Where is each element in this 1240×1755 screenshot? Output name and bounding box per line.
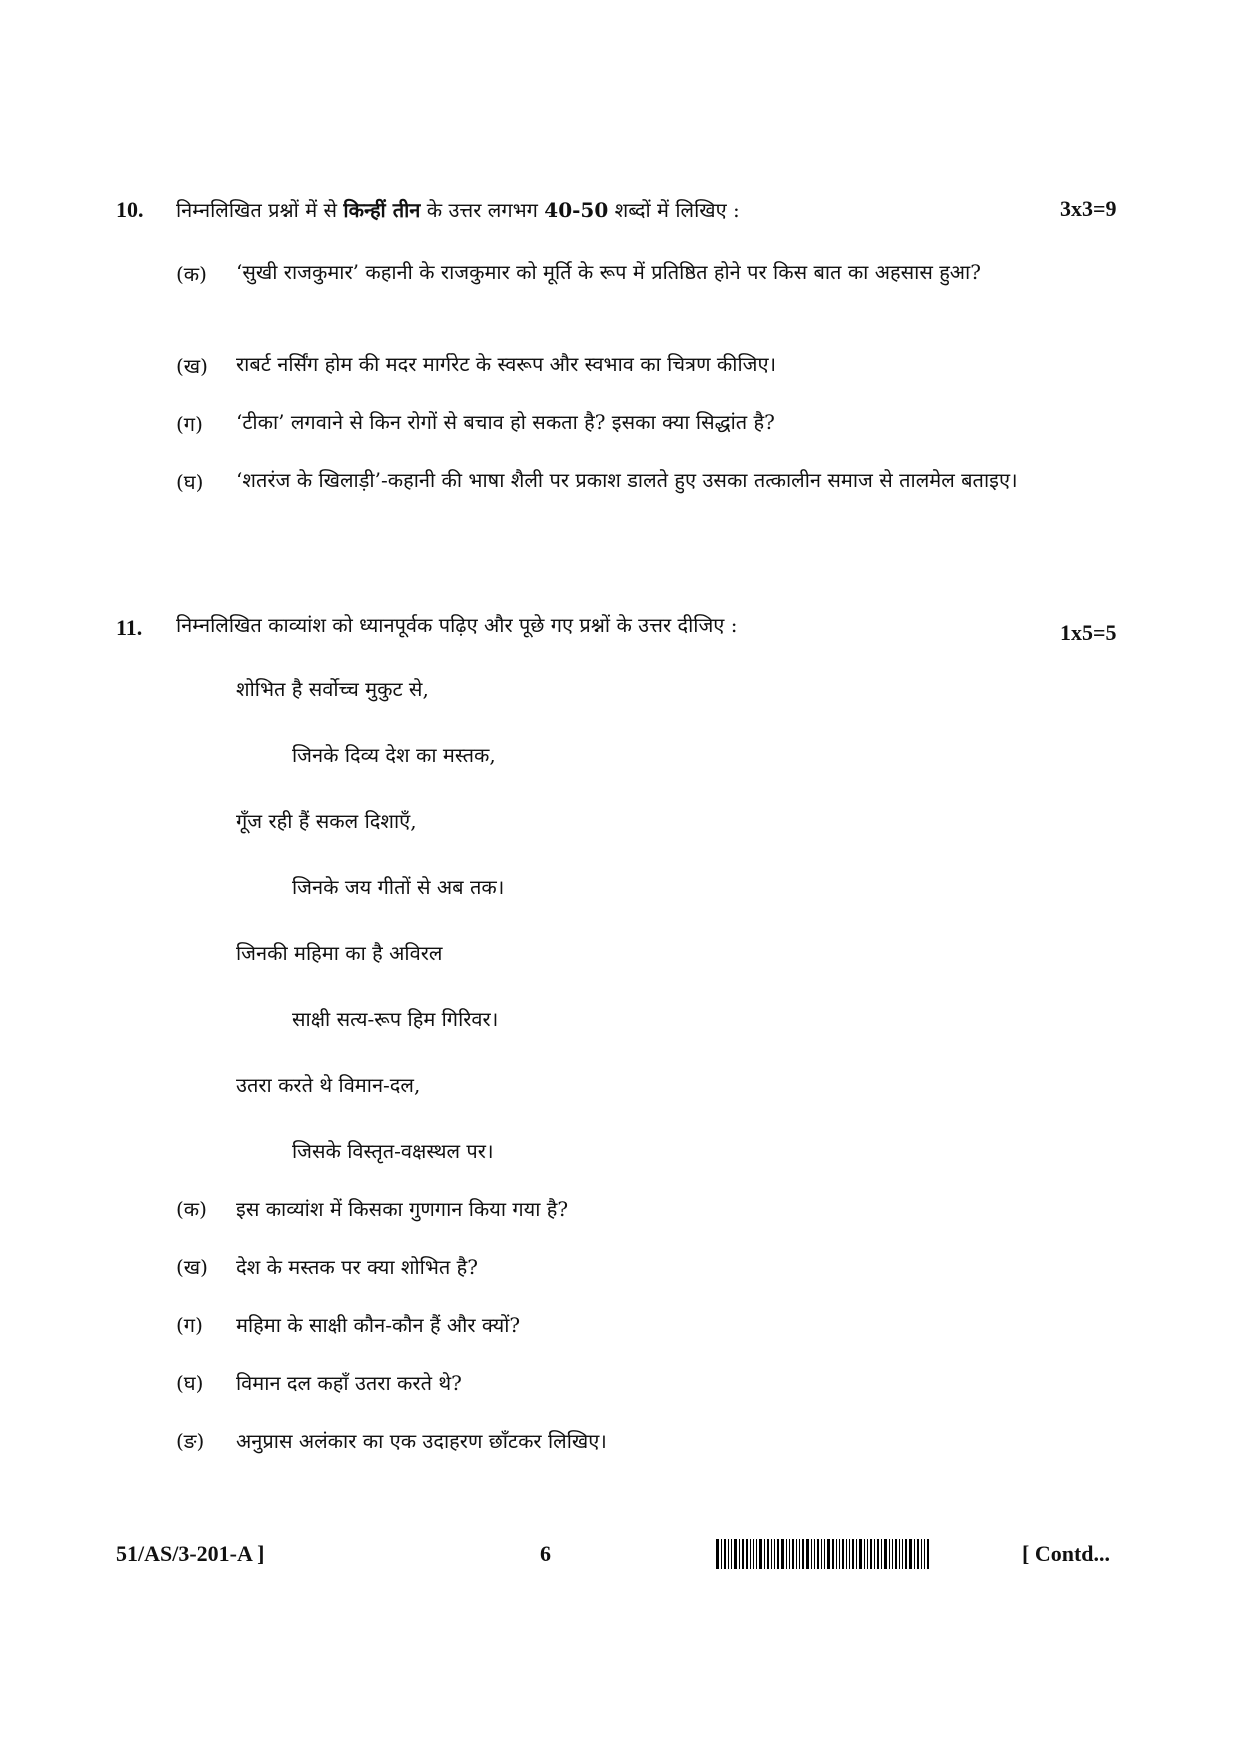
q11-option-text: विमान दल कहाँ उतरा करते थे?	[236, 1371, 462, 1395]
q11-option-label: (ङ)	[176, 1429, 205, 1453]
q11-option-text: इस काव्यांश में किसका गुणगान किया गया है?	[236, 1197, 569, 1221]
q10-option-label: (घ)	[176, 470, 204, 494]
poem-line: जिसके विस्तृत-वक्षस्थल पर।	[292, 1139, 494, 1163]
q10-number: 10.	[116, 197, 144, 222]
q11-option-label: (घ)	[176, 1371, 204, 1395]
contd-label: [ Contd...	[1022, 1541, 1111, 1566]
poem-line: शोभित है सर्वोच्च मुकुट से,	[236, 677, 429, 701]
page-number: 6	[540, 1541, 551, 1566]
q10-text-bold2: 40-50	[544, 198, 609, 222]
q11-option-label: (ख)	[176, 1255, 208, 1279]
q11-text: निम्नलिखित काव्यांश को ध्यानपूर्वक पढ़िए और पूछे गए प्रश्नों के उत्तर दीजिए :	[176, 613, 738, 637]
q11-option-text: देश के मस्तक पर क्या शोभित है?	[236, 1255, 479, 1279]
poem-line: उतरा करते थे विमान-दल,	[236, 1073, 421, 1097]
q10-option-label: (क)	[176, 262, 207, 286]
q10-marks: 3x3=9	[1060, 196, 1117, 221]
q10-text	[176, 196, 740, 223]
q10-text-part3: शब्दों में लिखिए :	[608, 198, 740, 222]
q10-text-part2: के उत्तर लगभग	[420, 198, 545, 222]
q10-option-text: राबर्ट नर्सिंग होम की मदर मार्गरेट के स्वरूप और स्वभाव का चित्रण कीजिए।	[236, 352, 777, 376]
q10-option-text: ‘शतरंज के खिलाड़ी’-कहानी की भाषा शैली पर प्रकाश डालते हुए उसका तत्कालीन समाज से तालमेल बताइए।	[236, 468, 1018, 492]
poem-line: जिनके जय गीतों से अब तक।	[292, 875, 505, 899]
q10-option-label: (ख)	[176, 354, 208, 378]
q11-option-text: अनुप्रास अलंकार का एक उदाहरण छाँटकर लिखिए।	[236, 1429, 607, 1453]
q11-marks: 1x5=5	[1060, 620, 1117, 645]
q11-option-label: (क)	[176, 1197, 207, 1221]
q10-text-bold: किन्हीं तीन	[343, 198, 421, 222]
q10-text-part1: निम्नलिखित प्रश्नों में से	[176, 198, 344, 222]
q10-option-label: (ग)	[176, 412, 203, 436]
q11-option-text: महिमा के साक्षी कौन-कौन हैं और क्यों?	[236, 1313, 521, 1337]
poem-line: गूँज रही हैं सकल दिशाएँ,	[236, 809, 417, 833]
q10-option-text: ‘टीका’ लगवाने से किन रोगों से बचाव हो सकता है? इसका क्या सिद्धांत है?	[236, 410, 775, 434]
q11-option-label: (ग)	[176, 1313, 203, 1337]
q11-number: 11.	[116, 615, 143, 640]
poem-line: साक्षी सत्य-रूप हिम गिरिवर।	[292, 1007, 499, 1031]
paper-code: 51/AS/3-201-A ]	[116, 1541, 265, 1566]
q10-option-text: ‘सुखी राजकुमार’ कहानी के राजकुमार को मूर्ति के रूप में प्रतिष्ठित होने पर किस बात का अहसास हुआ?	[236, 260, 981, 284]
barcode-icon	[716, 1539, 931, 1569]
poem-line: जिनके दिव्य देश का मस्तक,	[292, 743, 496, 767]
poem-line: जिनकी महिमा का है अविरल	[236, 941, 443, 965]
